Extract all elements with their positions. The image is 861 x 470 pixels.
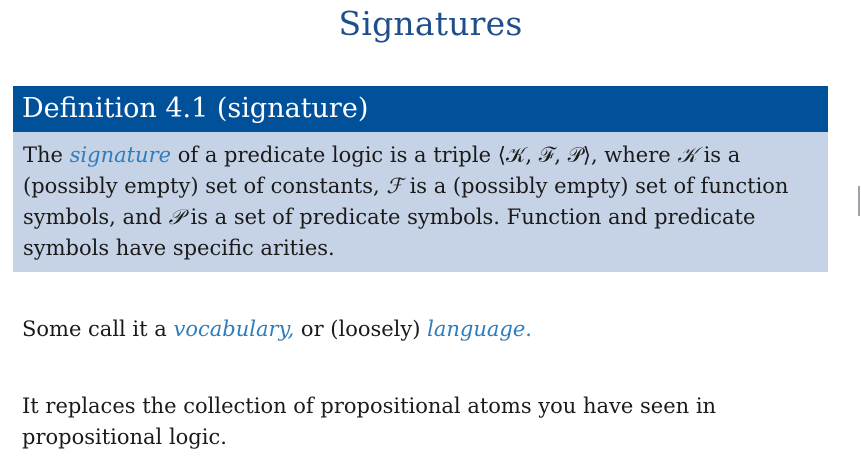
term-language: language.: [427, 317, 532, 341]
definition-text: is a set of predicate symbols. Function and predicate symbols have specific arities.: [23, 205, 756, 260]
definition-header: Definition 4.1 (signature): [13, 86, 828, 132]
definition-body: [13, 132, 828, 272]
slide-title: Signatures: [338, 4, 523, 43]
definition-text: of a predicate logic is a triple: [171, 143, 498, 167]
definition-text: is a (possibly empty) set of constants,: [23, 143, 741, 198]
definition-block: [13, 86, 828, 272]
math-triple: ⟨𝒦, ℱ, 𝒫⟩: [497, 143, 591, 167]
definition-text: The: [23, 143, 70, 167]
term-vocabulary: vocabulary,: [173, 317, 295, 341]
paragraph-text: or (loosely): [294, 317, 428, 341]
paragraph-vocabulary: [22, 314, 842, 345]
definition-text: , where: [590, 143, 678, 167]
paragraph-propositional-atoms: It replaces the collection of propositional atoms you have seen in propositional logic.: [22, 394, 717, 449]
definition-text: is a (possibly empty) set of function symbols, and: [23, 174, 789, 229]
paragraph-text: Some call it a: [22, 317, 174, 341]
term-signature: signature: [69, 143, 172, 167]
edge-divider: [858, 186, 860, 216]
math-functions-set: ℱ: [386, 174, 403, 198]
math-predicates-set: 𝒫: [168, 205, 184, 229]
math-constants-set: 𝒦: [677, 143, 697, 167]
